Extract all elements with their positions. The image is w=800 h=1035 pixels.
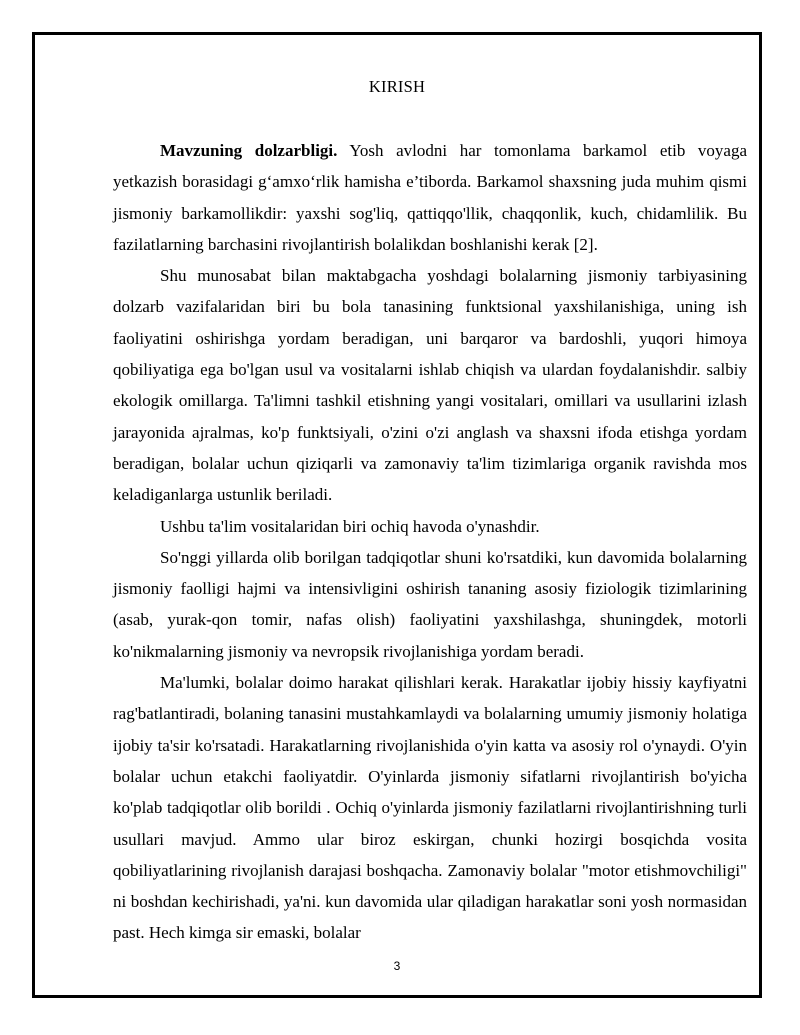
paragraph-2: Shu munosabat bilan maktabgacha yoshdagi bolalarning jismoniy tarbiyasining dolzarb vazifalaridan biri bu bola tanasining funktsional yaxshilanishiga, uning ish faoliyatini oshirishga yordam beradigan, uni barqaror va bardoshli, yuqori himoya qobiliyatiga ega bo'lgan usul va vositalarni ishlab chiqish va ulardan foydalanishdir. salbiy ekologik omillarga. Ta'limni tashkil etishning yangi vositalari, omillari va usullarini izlash jarayonida ajralmas, ko'p funktsiyali, o'zini o'zi anglash va shaxsni ifoda etishga yordam beradigan, bolalar uchun qiziqarli va zamonaviy ta'lim tizimlariga organik ravishda mos keladiganlarga ustunlik beriladi.: [113, 266, 747, 505]
paragraph-5: Ma'lumki, bolalar doimo harakat qilishlari kerak. Harakatlar ijobiy hissiy kayfiyatni rag'batlantiradi, bolaning tanasini mustahkamlaydi va bolalarning umumiy jismoniy holatiga ijobiy ta'sir ko'rsatadi. Harakatlarning rivojlanishida o'yin katta va asosiy rol o'ynaydi. O'yin bolalar uchun etakchi faoliyatdir. O'yinlarda jismoniy sifatlarni rivojlantirish bo'yicha ko'plab tadqiqotlar olib borildi . Ochiq o'yinlarda jismoniy fazilatlarni rivojlantirishning turli usullari mavjud. Ammo ular biroz eskirgan, chunki hozirgi bosqichda vosita qobiliyatlarining rivojlanish darajasi boshqacha. Zamonaviy bolalar "motor etishmovchiligi" ni boshdan kechirishadi, ya'ni. kun davomida ular qiladigan harakatlar soni yosh normasidan past. Hech kimga sir emaski, bolalar: [113, 673, 747, 943]
page-frame: [32, 32, 762, 998]
page-number: 3: [393, 959, 401, 973]
paragraph-4: So'nggi yillarda olib borilgan tadqiqotlar shuni ko'rsatdiki, kun davomida bolalarning jismoniy faolligi hajmi va intensivligini oshirish tananing asosiy fiziologik tizimlarining (asab, yurak-qon tomir, nafas olish) faoliyatini yaxshilashga, shuningdek, motorli ko'nikmalarning jismoniy va nevropsik rivojlanishiga yordam beradi.: [113, 547, 747, 661]
paragraph-text: Yosh avlodni har tomonlama barkamol etib voyaga yetkazish borasidagi g‘amxo‘rlik hamisha e’tiborda. Barkamol shaxsning juda muhim qismi jismoniy barkamollikdir: yaxshi sog'liq, qattiqqo'llik, chaqqonlik, kuch, chidamlilik. Bu fazilatlarning barchasini rivojlantirish bolalikdan boshlanishi kerak [2].: [113, 141, 747, 254]
body-text: [113, 135, 747, 949]
paragraph-lead: Mavzuning dolzarbligi.: [160, 141, 338, 160]
paragraph-1: [113, 135, 747, 260]
page-title: KIRISH: [368, 77, 426, 96]
paragraph-3: Ushbu ta'lim vositalaridan biri ochiq havoda o'ynashdir.: [160, 516, 540, 536]
